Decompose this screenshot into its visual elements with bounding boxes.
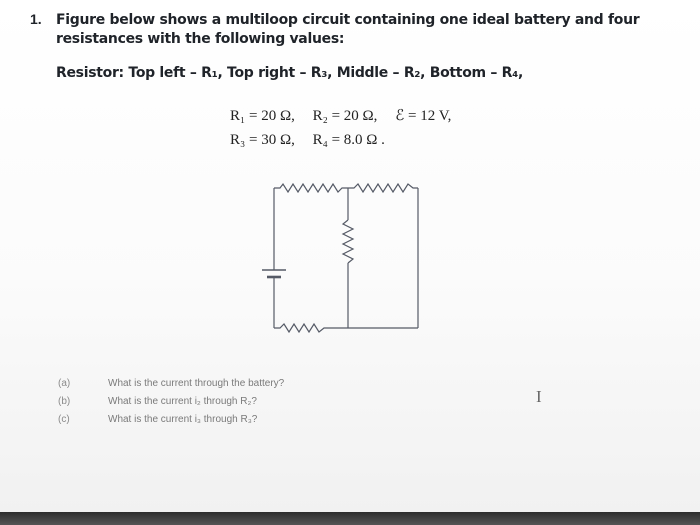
question-line-1: Figure below shows a multiloop circuit containing one ideal battery and four bbox=[56, 12, 640, 28]
value-r3: R₃ = 30 Ω, bbox=[230, 132, 295, 148]
resistor-r3-top-right bbox=[348, 184, 418, 192]
sub-question-c-label: (c) bbox=[58, 414, 70, 425]
sub-question-a bbox=[58, 375, 284, 393]
sub-question-b-label: (b) bbox=[58, 396, 71, 407]
sub-questions bbox=[58, 375, 284, 429]
sub-question-b bbox=[58, 393, 284, 411]
resistor-mapping: Resistor: Top left – R₁, Top right – R₃, Middle – R₂, Bottom – R₄, bbox=[56, 65, 523, 81]
question-number: 1. bbox=[30, 11, 42, 27]
resistor-r4-bottom bbox=[274, 324, 348, 332]
sub-question-c bbox=[58, 411, 284, 429]
resistor-r2-middle bbox=[343, 220, 353, 263]
monitor-bezel bbox=[0, 512, 700, 525]
circuit-diagram bbox=[250, 178, 430, 348]
given-values bbox=[230, 104, 451, 152]
resistor-r1-top-left bbox=[274, 184, 348, 192]
value-r1: R₁ = 20 Ω, bbox=[230, 108, 295, 124]
values-row-2 bbox=[230, 128, 451, 152]
value-emf: ℰ = 12 V, bbox=[395, 108, 452, 124]
question-line-2: resistances with the following values: bbox=[56, 31, 345, 47]
sub-question-c-text: What is the current i₃ through R₃? bbox=[108, 414, 258, 425]
values-row-1 bbox=[230, 104, 451, 128]
question-text bbox=[56, 11, 656, 49]
value-r2: R₂ = 20 Ω, bbox=[312, 108, 378, 124]
sub-question-a-label: (a) bbox=[58, 378, 71, 389]
value-r4: R₄ = 8.0 Ω . bbox=[312, 132, 385, 148]
text-cursor-icon: I bbox=[536, 387, 542, 406]
sub-question-a-text: What is the current through the battery? bbox=[108, 378, 285, 389]
battery bbox=[262, 266, 286, 282]
sub-question-b-text: What is the current i₂ through R₂? bbox=[108, 396, 257, 407]
